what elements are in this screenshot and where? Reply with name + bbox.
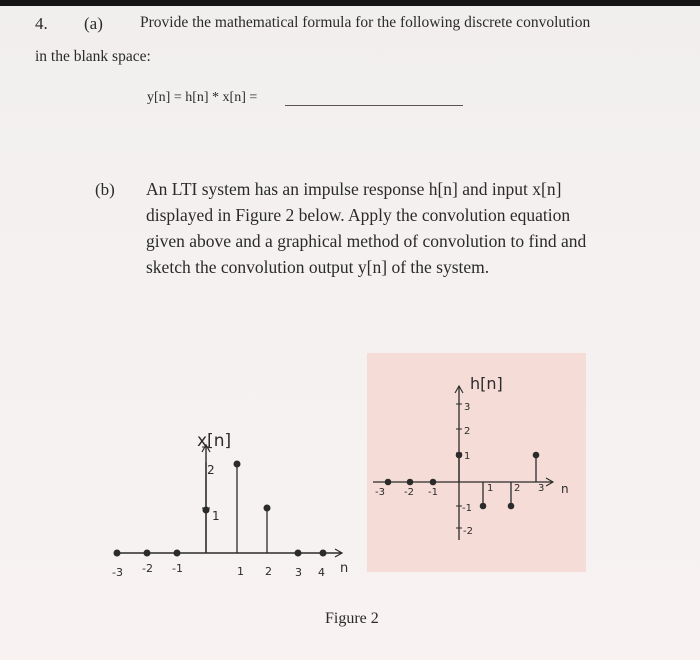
- figure-caption: Figure 2: [325, 610, 379, 627]
- x-point-n4: [320, 550, 327, 557]
- h-ylabel: -1: [462, 503, 472, 514]
- part-b-line: displayed in Figure 2 below. Apply the convolution equation: [146, 205, 571, 225]
- h-ylabel: 3: [464, 402, 471, 413]
- h-point-n3: [533, 452, 540, 459]
- h-ylabel: 1: [464, 451, 471, 462]
- x-point-n1: [234, 461, 241, 468]
- h-point-n2: [508, 503, 515, 510]
- x-ylabel: 2: [207, 463, 215, 477]
- h-ylabel: -2: [463, 526, 473, 537]
- x-point-n0: [203, 507, 210, 514]
- h-ntick-label: 1: [487, 483, 494, 494]
- h-plot-n-label: n: [561, 482, 569, 496]
- part-a-text-line1: Provide the mathematical formula for the following discrete convolution: [140, 14, 591, 31]
- h-ntick-label: -1: [428, 487, 438, 498]
- convolution-formula: y[n] = h[n] * x[n] =: [147, 90, 258, 105]
- h-ntick-label: 3: [538, 483, 545, 494]
- h-ylabel: 2: [464, 426, 471, 437]
- part-a-text-line2: in the blank space:: [35, 48, 151, 65]
- x-ntick-label: 3: [295, 566, 302, 579]
- x-ntick-label: 1: [237, 565, 244, 578]
- part-b-line: An LTI system has an impulse response h[n] and input x[n]: [146, 179, 562, 199]
- x-point-n-1: [174, 550, 181, 557]
- x-plot-title: x[n]: [197, 431, 232, 451]
- x-ntick-label: -2: [142, 562, 153, 575]
- h-point-n-2: [407, 479, 414, 486]
- x-ylabel: 1: [212, 509, 220, 523]
- x-ntick-label: 2: [265, 565, 272, 578]
- part-b-label: (b): [95, 180, 115, 199]
- h-point-n0: [456, 452, 463, 459]
- h-plot-title: h[n]: [470, 374, 503, 393]
- x-ntick-label: 4: [318, 566, 325, 579]
- x-point-n3: [264, 505, 271, 512]
- h-ntick-label: 2: [514, 483, 521, 494]
- h-point-n-1: [430, 479, 437, 486]
- h-plot: [373, 386, 553, 540]
- part-b-line: sketch the convolution output y[n] of the system.: [146, 257, 490, 277]
- x-plot-n-label: n: [340, 561, 349, 576]
- h-point-n-3: [385, 479, 392, 486]
- x-point-n-3: [114, 550, 121, 557]
- h-ntick-label: -3: [375, 487, 385, 498]
- question-number: 4.: [35, 14, 48, 33]
- x-ntick-label: -1: [172, 562, 183, 575]
- h-ntick-label: -2: [404, 487, 414, 498]
- x-plot: [115, 445, 342, 557]
- part-b-line: given above and a graphical method of convolution to find and: [146, 231, 587, 251]
- part-a-label: (a): [84, 14, 103, 33]
- x-ntick-label: -3: [112, 566, 123, 579]
- x-point-n2: [295, 550, 302, 557]
- x-point-n-2: [144, 550, 151, 557]
- h-point-n1: [480, 503, 487, 510]
